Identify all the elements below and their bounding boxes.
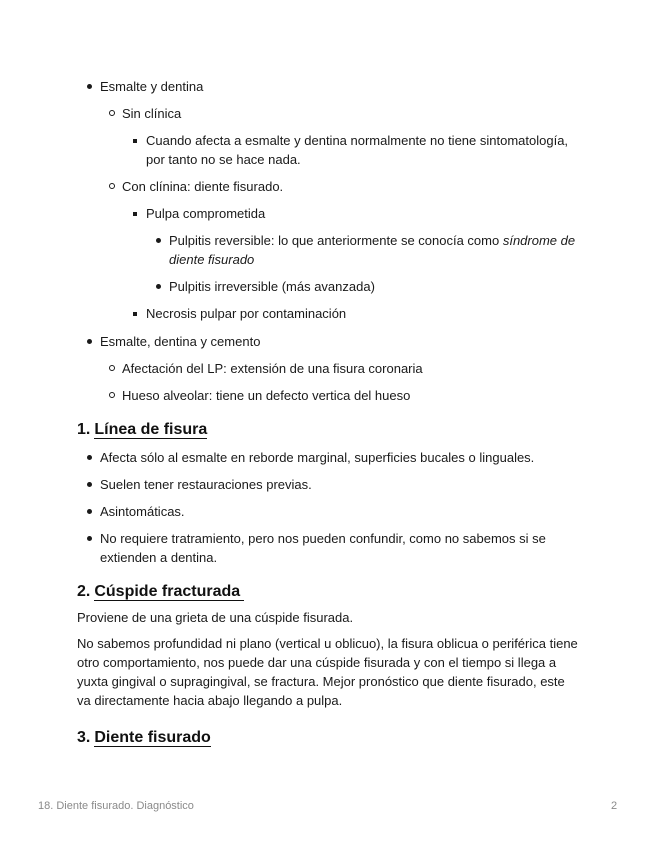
- list-item-text: Hueso alveolar: tiene un defecto vertica del hueso: [122, 388, 411, 403]
- section-heading: [77, 581, 244, 603]
- list-item: [146, 204, 582, 223]
- section-heading: [77, 419, 207, 441]
- list-item: [100, 448, 582, 467]
- disc-bullet-icon: [156, 284, 161, 289]
- circle-bullet-icon: [109, 392, 115, 398]
- list-item: [169, 277, 582, 296]
- list-item-text: Necrosis pulpar por contaminación: [146, 306, 347, 321]
- disc-bullet-icon: [87, 84, 92, 89]
- circle-bullet-icon: [109, 365, 115, 371]
- list-item-text: Con clínina: diente fisurado.: [122, 179, 284, 194]
- disc-bullet-icon: [87, 482, 92, 487]
- circle-bullet-icon: [109, 183, 115, 189]
- list-item-text: Pulpitis irreversible (más avanzada): [169, 279, 375, 294]
- disc-bullet-icon: [87, 339, 92, 344]
- section1-list: [77, 448, 582, 567]
- list-item-text: Afecta sólo al esmalte en reborde marginal, superficies bucales o linguales.: [100, 450, 535, 465]
- disc-bullet-icon: [87, 509, 92, 514]
- list-item-emphasis: síndrome de diente fisurado: [169, 233, 576, 267]
- list-item: [122, 359, 582, 378]
- list-item-text: Suelen tener restauraciones previas.: [100, 477, 312, 492]
- list-item: [122, 104, 582, 123]
- list-item-text: Pulpa comprometida: [146, 206, 266, 221]
- list-item-text: Sin clínica: [122, 106, 182, 121]
- list-item: [100, 529, 550, 567]
- paragraph: No sabemos profundidad ni plano (vertical u oblicuo), la fisura oblicua o periférica tiene otro comportamiento, nos puede dar una cúspide fisurada y con el tiempo si llega a yuxta gingival o supragingival, se fractura. Mejor pronóstico que diente fisurado, este va directamente hacia abajo llegando a pulpa.: [77, 636, 578, 708]
- disc-bullet-icon: [156, 238, 161, 243]
- list-item: [100, 77, 582, 96]
- list-item: [122, 386, 582, 405]
- list-item-text: Afectación del LP: extensión de una fisura coronaria: [122, 361, 423, 376]
- list-item: [122, 177, 582, 196]
- square-bullet-icon: [133, 139, 137, 143]
- circle-bullet-icon: [109, 110, 115, 116]
- square-bullet-icon: [133, 212, 137, 216]
- list-item-text: Asintomáticas.: [100, 504, 185, 519]
- heading-title: Línea de fisura: [94, 421, 208, 438]
- list-item-text: Cuando afecta a esmalte y dentina normalmente no tiene sintomatología, por tanto no se hace nada.: [146, 133, 569, 167]
- top-list: [77, 77, 582, 405]
- list-item: [169, 231, 579, 269]
- list-item: [100, 502, 582, 521]
- disc-bullet-icon: [87, 536, 92, 541]
- disc-bullet-icon: [87, 455, 92, 460]
- list-item-text: Esmalte, dentina y cemento: [100, 334, 261, 349]
- list-item-text: Esmalte y dentina: [100, 79, 204, 94]
- list-item: [146, 304, 582, 323]
- square-bullet-icon: [133, 312, 137, 316]
- paragraph: Proviene de una grieta de una cúspide fisurada.: [77, 610, 354, 625]
- heading-number: 2.: [77, 583, 91, 600]
- list-item: [146, 131, 576, 169]
- heading-number: 3.: [77, 729, 91, 746]
- section-heading: [77, 727, 211, 749]
- list-item: [100, 332, 582, 351]
- list-item-text: No requiere tratramiento, pero nos pueden confundir, como no sabemos si se extienden a dentina.: [100, 531, 546, 565]
- heading-number: 1.: [77, 421, 91, 438]
- footer-title: 18. Diente fisurado. Diagnóstico: [38, 800, 194, 812]
- list-item: [100, 475, 582, 494]
- list-item-text: Pulpitis reversible: lo que anteriormente se conocía como: [169, 233, 503, 248]
- heading-title: Cúspide fracturada: [94, 583, 244, 601]
- page-number: 2: [611, 800, 618, 812]
- heading-title: Diente fisurado: [94, 729, 211, 746]
